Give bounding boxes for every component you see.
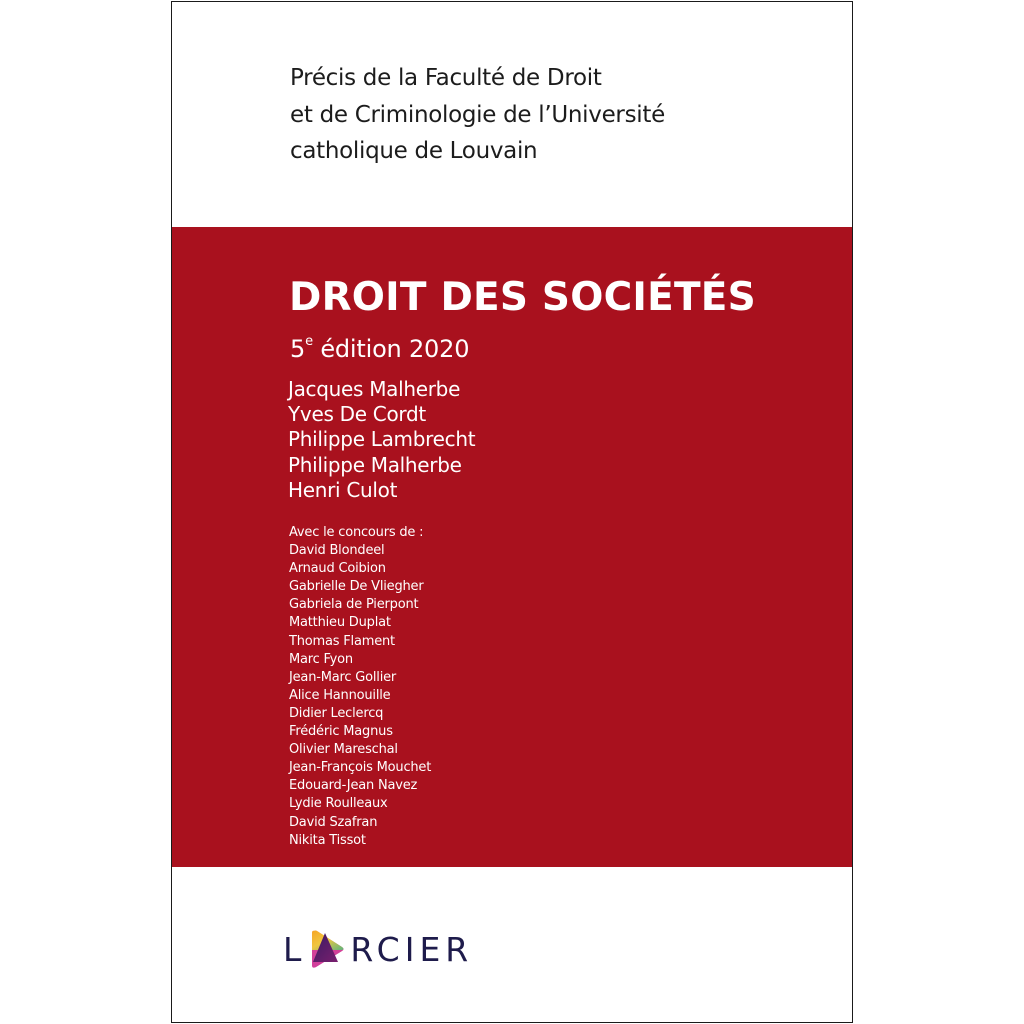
edition-label [290, 335, 469, 363]
book-title: DROIT DES SOCIÉTÉS [289, 275, 756, 320]
edition-number: 5 [290, 335, 306, 363]
publisher-logo [283, 928, 473, 970]
contributors-heading: Avec le concours de : [289, 525, 424, 540]
series-line: et de Criminologie de l’Université [290, 101, 665, 128]
logo-suffix: RCIER [350, 929, 474, 969]
contributor: Arnaud Coibion [289, 561, 386, 577]
contributor: Olivier Mareschal [289, 742, 398, 758]
author-list [288, 377, 475, 503]
contributor: Jean-Marc Gollier [289, 669, 397, 685]
contributor: Thomas Flament [289, 633, 395, 649]
author: Philippe Lambrecht [288, 427, 476, 452]
author: Yves De Cordt [288, 402, 426, 427]
contributor: Nikita Tissot [289, 832, 366, 848]
series-title [290, 60, 665, 170]
contributor: Jean-François Mouchet [289, 760, 432, 776]
author: Philippe Malherbe [288, 452, 462, 477]
series-line: catholique de Louvain [290, 138, 538, 164]
contributor: David Blondeel [289, 543, 385, 559]
contributor: Marc Fyon [289, 651, 353, 667]
contributor: Frédéric Magnus [289, 724, 393, 740]
multicolor-triangle-icon [308, 928, 346, 970]
logo-prefix: L [283, 929, 307, 969]
contributor-list [289, 524, 431, 850]
red-title-band [172, 227, 852, 867]
contributor: Gabriela de Pierpont [289, 597, 419, 613]
edition-text: édition 2020 [312, 335, 470, 363]
contributor: Didier Leclercq [289, 705, 384, 721]
contributor: Gabrielle De Vliegher [289, 579, 424, 595]
book-cover [171, 1, 853, 1023]
contributor: Matthieu Duplat [289, 615, 391, 631]
contributor: David Szafran [289, 814, 378, 830]
author: Jacques Malherbe [288, 377, 461, 401]
contributor: Edouard-Jean Navez [289, 778, 418, 794]
author: Henri Culot [288, 477, 398, 502]
series-line: Précis de la Faculté de Droit [290, 65, 602, 91]
contributor: Alice Hannouille [289, 687, 391, 703]
contributor: Lydie Roulleaux [289, 796, 388, 812]
edition-superscript: e [305, 334, 313, 349]
